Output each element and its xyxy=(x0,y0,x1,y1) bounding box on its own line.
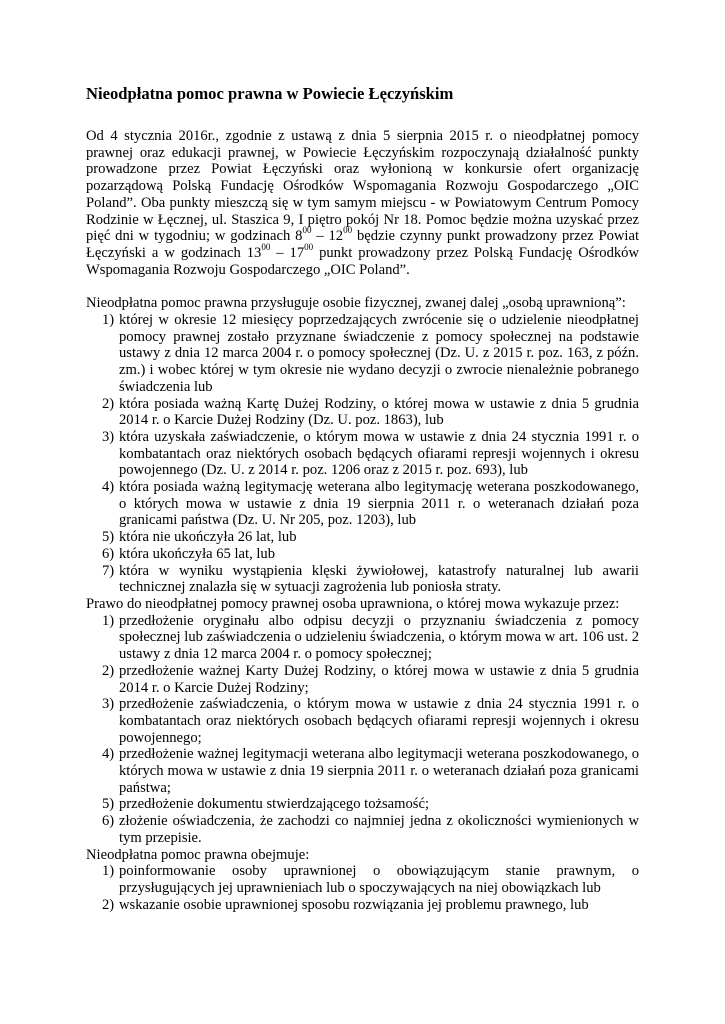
item-number: 2) xyxy=(102,395,115,412)
item-number: 1) xyxy=(102,612,115,629)
item-text: złożenie oświadczenia, że zachodzi co najmniej jedna z okoliczności wymienionych w tym przepisie. xyxy=(119,813,639,846)
time-sup-3: 00 xyxy=(261,242,271,253)
item-text: przedłożenie dokumentu stwierdzającego tożsamość; xyxy=(119,796,429,813)
item-number: 4) xyxy=(102,479,115,496)
list-item xyxy=(86,546,639,563)
item-text: która w wyniku wystąpienia klęski żywiołowej, katastrofy naturalnej lub awarii technicznej znalazła się w sytuacji zagrożenia lub poniosła straty. xyxy=(119,562,639,596)
time-sup-2: 00 xyxy=(343,225,353,236)
item-number: 3) xyxy=(102,428,115,445)
intro-dash-1: – 12 xyxy=(311,228,344,245)
item-text: wskazanie osobie uprawnionej sposobu rozwiązania jej problemu prawnego, lub xyxy=(119,896,589,913)
list-item xyxy=(86,746,639,796)
item-number: 3) xyxy=(102,696,115,713)
document-page xyxy=(86,84,639,913)
item-text: poinformowanie osoby uprawnionej o obowiązującym stanie prawnym, o przysługujących jej uprawnieniach lub o spoczywających na niej obowiązkach lub xyxy=(119,863,639,896)
intro-dash-2: – 17 xyxy=(270,244,305,261)
proof-list xyxy=(86,613,639,847)
item-number: 7) xyxy=(102,562,115,579)
intro-paragraph xyxy=(86,128,639,278)
list-item xyxy=(86,479,639,529)
time-sup-1: 00 xyxy=(302,225,312,236)
item-text: która posiada ważną Kartę Dużej Rodziny, o której mowa w ustawie z dnia 5 grudnia 2014 r. o Karcie Dużej Rodziny (Dz. U. poz. 1863), lub xyxy=(119,395,639,429)
item-number: 4) xyxy=(102,746,115,763)
intro-text-3: punkt prowadzony przez Polską Fundację Ośrodków Wspomagania Rozwoju Gospodarczego „OIC Poland”. xyxy=(86,244,640,278)
section-heading-proof: Prawo do nieodpłatnej pomocy prawnej osoba uprawniona, o której mowa wykazuje przez: xyxy=(86,595,620,612)
list-item xyxy=(86,429,639,479)
list-item xyxy=(86,396,639,429)
section-heading-eligibility: Nieodpłatna pomoc prawna przysługuje osobie fizycznej, zwanej dalej „osobą uprawnioną”: xyxy=(86,295,626,312)
section-heading-scope: Nieodpłatna pomoc prawna obejmuje: xyxy=(86,846,310,863)
item-text: przedłożenie ważnej Karty Dużej Rodziny, o której mowa w ustawie z dnia 5 grudnia 2014 r. o Karcie Dużej Rodziny; xyxy=(119,662,639,696)
item-text: która posiada ważną legitymację weterana albo legitymację weterana poszkodowanego, o których mowa w ustawie z dnia 19 sierpnia 2011 r. o weteranach działań poza granicami państwa (Dz. U. Nr 205, poz. 1203), lub xyxy=(119,479,639,529)
list-item xyxy=(86,663,639,696)
item-text: przedłożenie oryginału albo odpisu decyzji o przyznaniu świadczenia z pomocy społecznej lub zaświadczenia o udzieleniu świadczenia, o którym mowa w art. 106 ust. 2 ustawy z dnia 12 marca 2004 r. o pomocy społecznej; xyxy=(119,612,639,663)
item-number: 2) xyxy=(102,662,115,679)
item-text: która nie ukończyła 26 lat, lub xyxy=(119,529,297,546)
list-item xyxy=(86,796,639,813)
eligibility-list xyxy=(86,312,639,596)
item-number: 6) xyxy=(102,545,115,562)
intro-text-2: będzie czynny punkt prowadzony przez Powiat Łęczyński a w godzinach 13 xyxy=(86,228,640,261)
list-item xyxy=(86,897,639,914)
list-item xyxy=(86,696,639,746)
list-item xyxy=(86,312,639,396)
item-number: 2) xyxy=(102,896,115,913)
intro-text-1: Od 4 stycznia 2016r., zgodnie z ustawą z dnia 5 sierpnia 2015 r. o nieodpłatnej pomocy prawnej oraz edukacji prawnej, w Powiecie Łęczyńskim rozpoczynają działalność punkty prowadzone przez Powiat Łęczyński oraz wyłonioną w konkursie ofert organizację pozarządową Polską Fundację Ośrodków Wspomagania Rozwoju Gospodarczego „OIC Poland”. Oba punkty mieszczą się w tym samym miejscu - w Powiatowym Centrum Pomocy Rodzinie w Łęcznej, ul. Staszica 9, I piętro pokój Nr 18. Pomoc będzie można uzyskać przez pięć dni w tygodniu; w godzinach 8 xyxy=(86,128,639,245)
item-number: 1) xyxy=(102,312,115,329)
list-item xyxy=(86,563,639,596)
list-item xyxy=(86,529,639,546)
item-number: 1) xyxy=(102,863,115,880)
item-text: której w okresie 12 miesięcy poprzedzających zwrócenie się o udzielenie nieodpłatnej pomocy prawnej zostało przyznane świadczenie z pomocy społecznej na podstawie ustawy z dnia 12 marca 2004 r. o pomocy społecznej (Dz. U. z 2015 r. poz. 163, z późn. zm.) i wobec której w tym okresie nie wydano decyzji o zwrocie nienależnie pobranego świadczenia lub xyxy=(119,312,639,395)
item-text: która uzyskała zaświadczenie, o którym mowa w ustawie z dnia 24 stycznia 1991 r. o kombatantach oraz niektórych osobach będących ofiarami represji wojennych i okresu powojennego (Dz. U. z 2014 r. poz. 1206 oraz z 2015 r. poz. 693), lub xyxy=(119,428,639,479)
item-number: 5) xyxy=(102,529,115,546)
item-number: 5) xyxy=(102,796,115,813)
item-text: która ukończyła 65 lat, lub xyxy=(119,545,276,562)
time-sup-4: 00 xyxy=(304,242,314,253)
scope-list xyxy=(86,863,639,913)
list-item xyxy=(86,863,639,896)
item-text: przedłożenie zaświadczenia, o którym mowa w ustawie z dnia 24 stycznia 1991 r. o kombatantach oraz niektórych osobach będących ofiarami represji wojennych i okresu powojennego; xyxy=(119,696,639,746)
item-number: 6) xyxy=(102,813,115,830)
list-item xyxy=(86,813,639,846)
item-text: przedłożenie ważnej legitymacji weterana albo legitymacji weterana poszkodowanego, o których mowa w ustawie z dnia 19 sierpnia 2011 r. o weteranach działań poza granicami państwa; xyxy=(119,746,639,796)
list-item xyxy=(86,613,639,663)
page-title: Nieodpłatna pomoc prawna w Powiecie Łęczyńskim xyxy=(86,84,454,103)
